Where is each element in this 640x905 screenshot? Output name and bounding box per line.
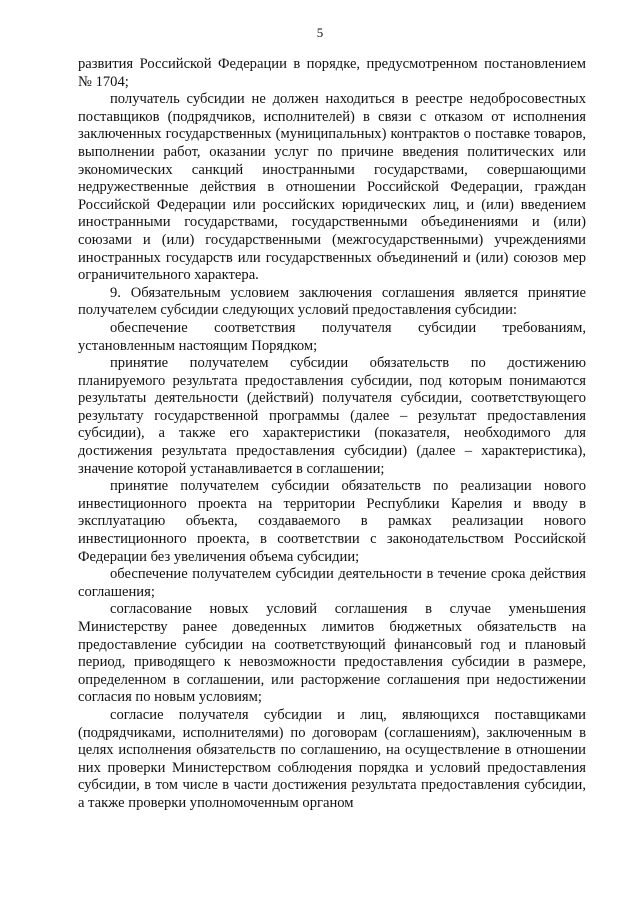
paragraph-condition-result: принятие получателем субсидии обязательств по достижению планируемого результата предоставления субсидии, под которым понимаются результаты деятельности (действий) получателя субсидии, соответствующего результату государственной программы (далее – результат предоставления субсидии), а также его характеристики (показателя, необходимого для достижения результата предоставления субсидии) (далее – характеристика), значение которой устанавливается в соглашении; (78, 355, 586, 477)
document-body (78, 56, 586, 813)
paragraph-condition-new-terms: согласование новых условий соглашения в случае уменьшения Министерству ранее доведенных лимитов бюджетных обязательств на предоставление субсидии на соответствующий финансовый год и плановый период, приводящего к невозможности предоставления субсидии в размере, определенном в соглашении, или расторжение соглашения при недостижении согласия по новым условиям; (78, 601, 586, 706)
paragraph-condition-investment-project: принятие получателем субсидии обязательств по реализации нового инвестиционного проекта на территории Республики Карелия и вводу в эксплуатацию объекта, создаваемого в рамках реализации нового инвестиционного проекта, в соответствии с законодательством Российской Федерации без увеличения объема субсидии; (78, 478, 586, 565)
paragraph-continuation: развития Российской Федерации в порядке, предусмотренном постановлением № 1704; (78, 56, 586, 90)
paragraph-registry-requirement: получатель субсидии не должен находиться в реестре недобросовестных поставщиков (подрядчиков, исполнителей) в связи с отказом от исполнения заключенных государственных (муниципальных) контрактов о поставке товаров, выполнении работ, оказании услуг по причине введения политических или экономических санкций иностранными государствами, совершающими недружественные действия в отношении Российской Федерации, граждан Российской Федерации или российских юридических лиц, и (или) введением иностранными государствами, государственными объединениями и (или) союзами и (или) государственными (межгосударственными) учреждениями иностранных государств или государственных объединений и (или) союзов мер ограничительного характера. (78, 91, 586, 284)
paragraph-clause-9: 9. Обязательным условием заключения соглашения является принятие получателем субсидии следующих условий предоставления субсидии: (78, 284, 586, 319)
paragraph-condition-compliance: обеспечение соответствия получателя субсидии требованиям, установленным настоящим Порядком; (78, 319, 586, 354)
paragraph-condition-activity: обеспечение получателем субсидии деятельности в течение срока действия соглашения; (78, 566, 586, 600)
page-number: 5 (316, 25, 324, 40)
paragraph-condition-inspection-consent: согласие получателя субсидии и лиц, являющихся поставщиками (подрядчиками, исполнителями) по договорам (соглашениям), заключенным в целях исполнения обязательств по соглашению, на осуществление в отношении них проверки Министерством соблюдения порядка и условий предоставления субсидии, в том числе в части достижения результата предоставления субсидии, а также проверки уполномоченным органом (78, 706, 586, 811)
